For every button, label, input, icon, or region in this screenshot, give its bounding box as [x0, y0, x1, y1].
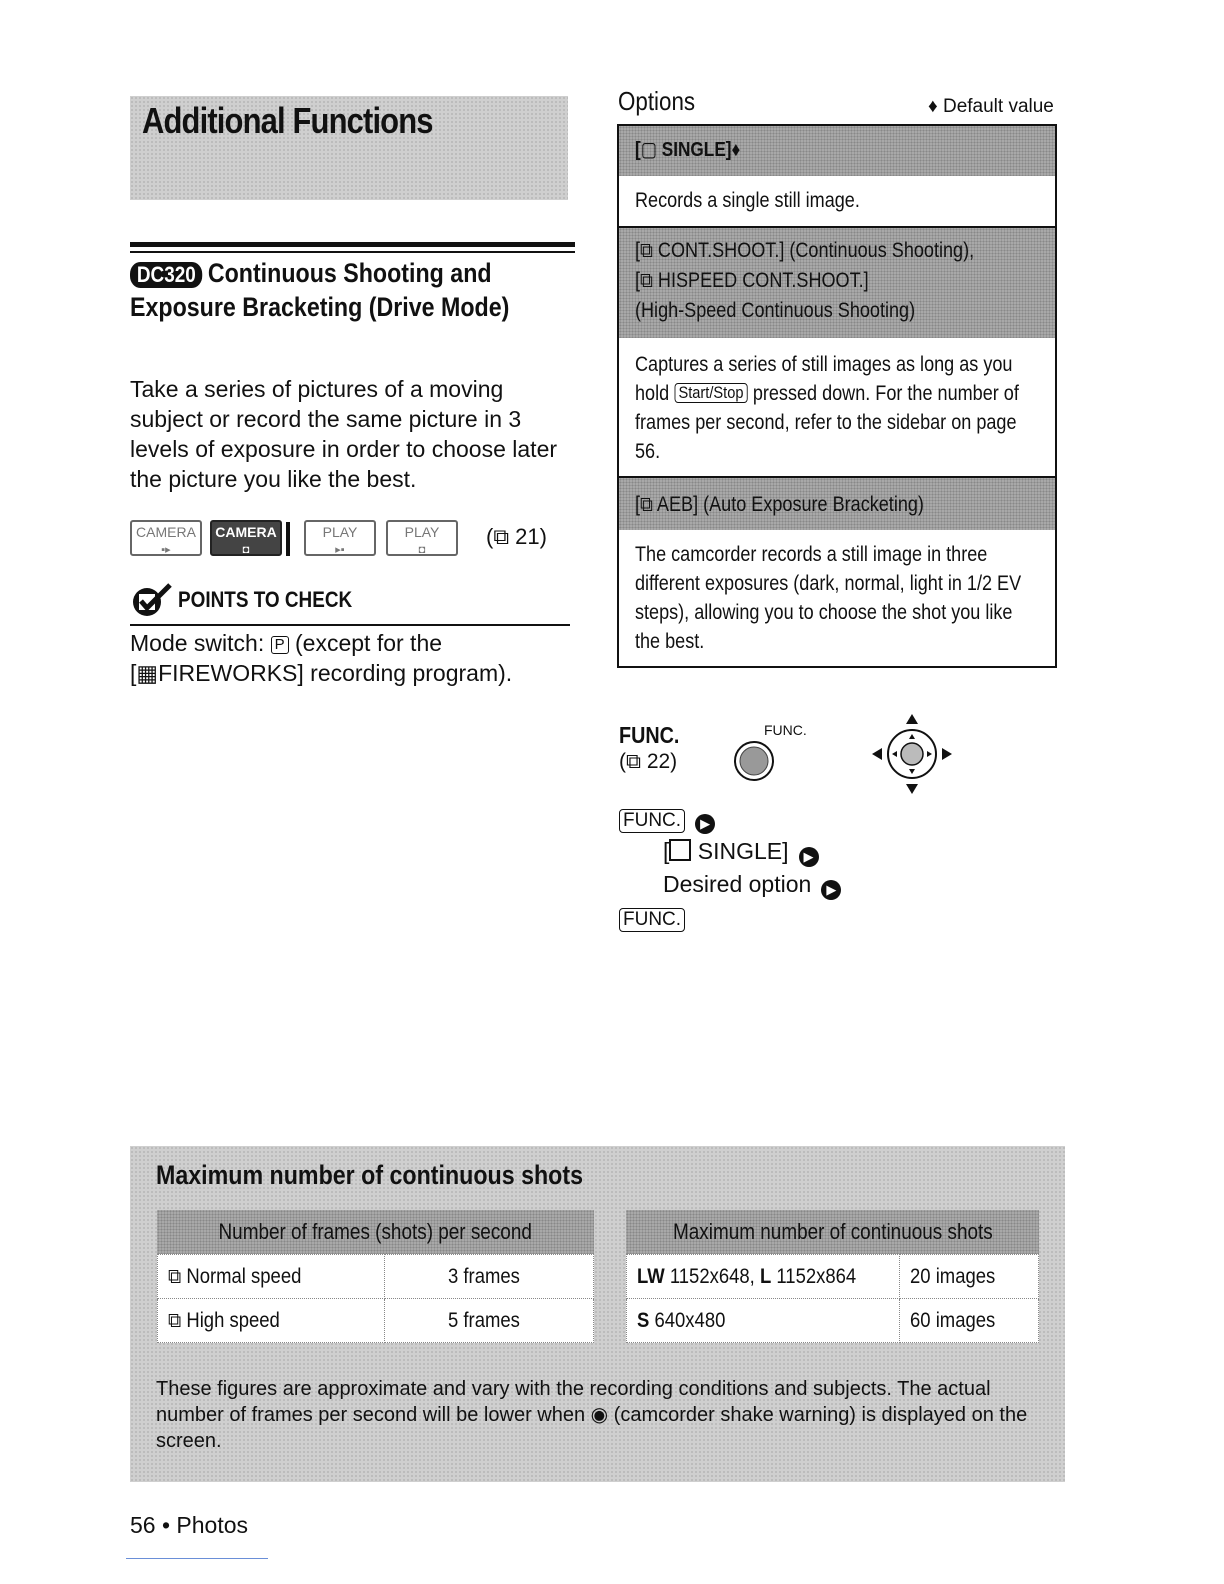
- table-cell: [158, 1255, 385, 1299]
- option-header-aeb: [619, 478, 1055, 530]
- option-description: [635, 350, 1031, 466]
- high-speed-shooting-icon: ⧉: [168, 1308, 187, 1332]
- frames-table-header: [157, 1210, 594, 1254]
- options-label: Options: [618, 86, 696, 116]
- continuous-shooting-icon: ⧉: [168, 1264, 187, 1288]
- banner-title: Additional Functions: [142, 100, 433, 141]
- size-value: 640x480: [654, 1308, 726, 1332]
- shots-table: [626, 1254, 1039, 1343]
- shots-table-header: [626, 1210, 1039, 1254]
- checkmark-icon: [132, 583, 174, 617]
- camera-icon: ◘: [418, 544, 426, 556]
- sidebar-note: These figures are approximate and vary with the recording conditions and subjects. The actual number of frames per second will be lower when ◉ (camcorder shake warning) is displayed on the screen.: [156, 1378, 1028, 1452]
- video-icon: ▸▪: [335, 544, 345, 556]
- step-text: SINGLE]: [697, 838, 789, 864]
- section-heading: [130, 256, 526, 324]
- video-icon: ▪▸: [161, 544, 171, 556]
- size-code: LW: [637, 1264, 665, 1288]
- description-text: pressed down. For the number of frames per second, refer to the sidebar on page 56.: [635, 382, 1019, 463]
- option-title: (High-Speed Continuous Shooting): [635, 299, 916, 322]
- description-text: Captures a series of still images as long as you hold: [635, 353, 1013, 405]
- model-badge: DC320: [130, 262, 203, 288]
- table-cell: [385, 1299, 594, 1343]
- func-key: FUNC.: [619, 809, 685, 833]
- points-rule: [130, 624, 570, 626]
- frames-value: 3 frames: [448, 1264, 521, 1288]
- page-footer: 56 • Photos: [130, 1512, 249, 1538]
- sidebar-title: Maximum number of continuous shots: [156, 1160, 584, 1190]
- default-value-legend: ♦ Default value: [928, 96, 1054, 117]
- step-text: Desired option: [663, 871, 812, 897]
- table-cell: [900, 1299, 1039, 1343]
- option-title: [⧉ HISPEED CONT.SHOOT.]: [635, 269, 869, 292]
- mode-label: CAMERA: [136, 524, 196, 540]
- program-mode-icon: P: [271, 636, 289, 654]
- images-value: 20 images: [910, 1264, 996, 1288]
- speed-label: High speed: [186, 1308, 280, 1332]
- option-description: The camcorder records a still image in three different exposures (dark, normal, light in 1/2 EV steps), allowing you to choose the shot you like the best.: [635, 543, 1022, 653]
- func-button-icon: [733, 740, 775, 782]
- table-cell: [900, 1255, 1039, 1299]
- step-func-close: [619, 902, 939, 935]
- step-func: [619, 803, 939, 836]
- intro-paragraph: Take a series of pictures of a moving subject or record the same picture in 3 levels of exposure in order to choose later the picture you like the best.: [130, 376, 558, 492]
- single-icon: [669, 839, 691, 861]
- size-value: 1152x864: [776, 1264, 857, 1288]
- operation-steps: [619, 803, 939, 935]
- speed-label: Normal speed: [186, 1264, 302, 1288]
- step-single: [ SINGLE] ▶: [619, 836, 939, 869]
- mode-switch-text: Mode switch:: [130, 630, 265, 656]
- option-title: [⧉ CONT.SHOOT.] (Continuous Shooting),: [635, 239, 975, 262]
- joystick-icon: [872, 714, 952, 794]
- images-value: 60 images: [910, 1308, 996, 1332]
- table-header-text: Maximum number of continuous shots: [672, 1219, 993, 1244]
- frames-table: [157, 1254, 594, 1343]
- mode-camera-photo: [210, 520, 282, 556]
- heading-rule: [130, 251, 575, 253]
- section-title: Continuous Shooting and Exposure Bracketing (Drive Mode): [130, 258, 510, 322]
- option-title: [⧉ AEB] (Auto Exposure Bracketing): [635, 493, 924, 516]
- mode-divider: [286, 522, 290, 556]
- mode-camera-video: [130, 520, 202, 556]
- table-row: [627, 1299, 1039, 1343]
- points-to-check-heading: POINTS TO CHECK: [178, 587, 353, 612]
- mode-play-photo: [386, 520, 458, 556]
- next-arrow-icon: ▶: [799, 847, 819, 867]
- frames-value: 5 frames: [448, 1308, 521, 1332]
- step-desired: [619, 869, 939, 902]
- table-cell: [627, 1255, 900, 1299]
- size-code: S: [637, 1308, 650, 1332]
- mode-label: PLAY: [404, 524, 440, 540]
- mode-switch-note: [130, 628, 580, 688]
- start-stop-key: Start/Stop: [674, 383, 748, 403]
- page-reference: (⧉ 22): [619, 750, 678, 773]
- table-row: [158, 1255, 594, 1299]
- page-reference: (⧉ 21): [486, 524, 547, 549]
- size-code: L: [759, 1264, 772, 1288]
- camera-icon: ◘: [242, 544, 250, 556]
- func-label: FUNC.: [619, 722, 680, 748]
- table-row: [627, 1255, 1039, 1299]
- option-description: Records a single still image.: [635, 189, 860, 212]
- size-value: 1152x648,: [669, 1264, 755, 1288]
- table-cell: [158, 1299, 385, 1343]
- options-table: [617, 124, 1057, 668]
- table-cell: [385, 1255, 594, 1299]
- option-header-continuous: [619, 228, 1055, 338]
- next-arrow-icon: ▶: [821, 880, 841, 900]
- table-header-text: Number of frames (shots) per second: [218, 1219, 533, 1244]
- func-button-caption: FUNC.: [764, 722, 807, 738]
- table-row: [158, 1299, 594, 1343]
- mode-label: PLAY: [322, 524, 358, 540]
- footer-rule: [126, 1558, 268, 1559]
- table-cell: [627, 1299, 900, 1343]
- option-header-single: [619, 126, 1055, 176]
- func-key: FUNC.: [619, 908, 685, 932]
- heading-rule: [130, 242, 575, 247]
- mode-indicator-row: [130, 518, 580, 562]
- mode-label: CAMERA: [215, 524, 277, 540]
- next-arrow-icon: ▶: [695, 814, 715, 834]
- mode-switch-text: (except for the [▦FIREWORKS] recording program).: [130, 630, 513, 686]
- mode-play-video: [304, 520, 376, 556]
- option-title: [▢ SINGLE]♦: [635, 139, 741, 161]
